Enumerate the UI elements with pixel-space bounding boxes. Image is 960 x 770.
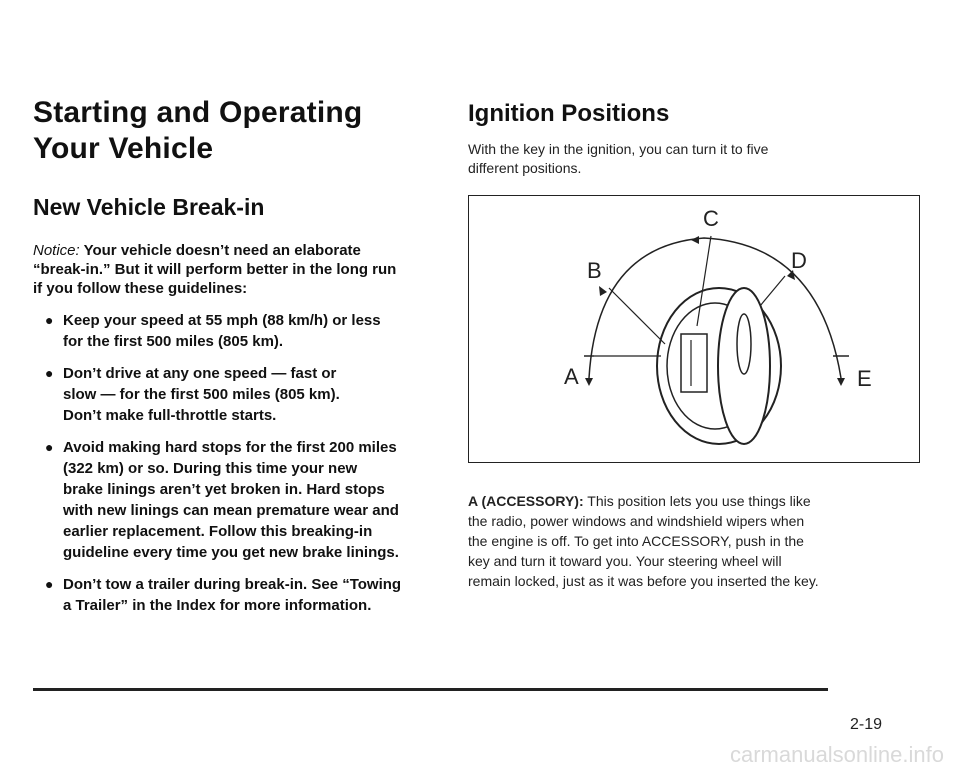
- list-item-line: brake linings aren’t yet broken in. Hard stops: [63, 481, 385, 498]
- label-d: D: [791, 248, 807, 273]
- ignition-diagram-svg: [469, 196, 921, 464]
- list-item-line: guideline every time you get new brake linings.: [63, 544, 399, 561]
- intro-line-1: With the key in the ignition, you can turn it to five: [468, 141, 769, 157]
- notice-line-1: Your vehicle doesn’t need an elaborate: [83, 242, 361, 259]
- list-item-line: Don’t drive at any one speed — fast or: [63, 365, 337, 382]
- accessory-description: [468, 491, 928, 591]
- notice-label: Notice:: [33, 242, 80, 259]
- section-heading-break-in: New Vehicle Break-in: [33, 194, 265, 220]
- pointer-line-c: [697, 236, 711, 326]
- list-item-line: Keep your speed at 55 mph (88 km/h) or less: [63, 312, 381, 329]
- desc-line-4: key and turn it toward you. Your steering wheel will: [468, 553, 782, 569]
- desc-line-5: remain locked, just as it was before you inserted the key.: [468, 573, 819, 589]
- intro-line-2: different positions.: [468, 160, 582, 176]
- list-item-line: a Trailer” in the Index for more information.: [63, 597, 372, 614]
- desc-line-2: the radio, power windows and windshield wipers when: [468, 513, 805, 529]
- title-line-1: Starting and Operating: [33, 96, 363, 129]
- arrowhead-a: [585, 378, 593, 386]
- key-slot: [681, 334, 707, 392]
- page-title: [33, 95, 453, 167]
- notice-line-2: “break-in.” But it will perform better in the long run: [33, 261, 397, 278]
- list-item: [33, 437, 453, 563]
- arrowhead-b: [599, 286, 607, 296]
- key-bow: [718, 288, 770, 444]
- accessory-term: A (ACCESSORY):: [468, 493, 584, 509]
- list-item-line: for the first 500 miles (805 km).: [63, 333, 284, 350]
- arrowhead-e: [837, 378, 845, 386]
- notice-paragraph: [33, 241, 453, 298]
- bullet-icon: ●: [45, 312, 54, 328]
- page-number: 2-19: [850, 716, 883, 733]
- ignition-diagram: [468, 195, 920, 463]
- desc-line-3: the engine is off. To get into ACCESSORY, push in the: [468, 533, 804, 549]
- list-item-line: with new linings can mean premature wear and: [63, 502, 399, 519]
- arrowhead-c: [691, 236, 699, 244]
- list-item: [33, 310, 453, 352]
- intro-paragraph: [468, 140, 928, 178]
- list-item-line: earlier replacement. Follow this breaking-in: [63, 523, 373, 540]
- label-e: E: [857, 366, 872, 391]
- list-item-line: slow — for the first 500 miles (805 km).: [63, 386, 340, 403]
- watermark-text: carmanualsonline.info: [729, 742, 944, 767]
- desc-line-1: This position lets you use things like: [587, 493, 811, 509]
- list-item-line: Don’t tow a trailer during break-in. See “Towing: [63, 576, 402, 593]
- list-item-line: Don’t make full-throttle starts.: [63, 407, 277, 424]
- bullet-icon: ●: [45, 576, 54, 592]
- right-column: [468, 100, 928, 605]
- footer-rule: [33, 688, 828, 691]
- bullet-icon: ●: [45, 365, 54, 381]
- list-item-line: (322 km) or so. During this time your new: [63, 460, 358, 477]
- title-line-2: Your Vehicle: [33, 132, 214, 165]
- guideline-list: [33, 310, 453, 616]
- list-item: [33, 574, 453, 616]
- left-column: [33, 95, 453, 627]
- notice-line-3: if you follow these guidelines:: [33, 280, 248, 297]
- section-heading-ignition: Ignition Positions: [468, 100, 670, 127]
- list-item: [33, 363, 453, 426]
- list-item-line: Avoid making hard stops for the first 200 miles: [63, 439, 397, 456]
- bullet-icon: ●: [45, 439, 54, 455]
- label-c: C: [703, 206, 719, 231]
- label-a: A: [564, 364, 579, 389]
- pointer-line-b: [609, 288, 665, 344]
- label-b: B: [587, 258, 602, 283]
